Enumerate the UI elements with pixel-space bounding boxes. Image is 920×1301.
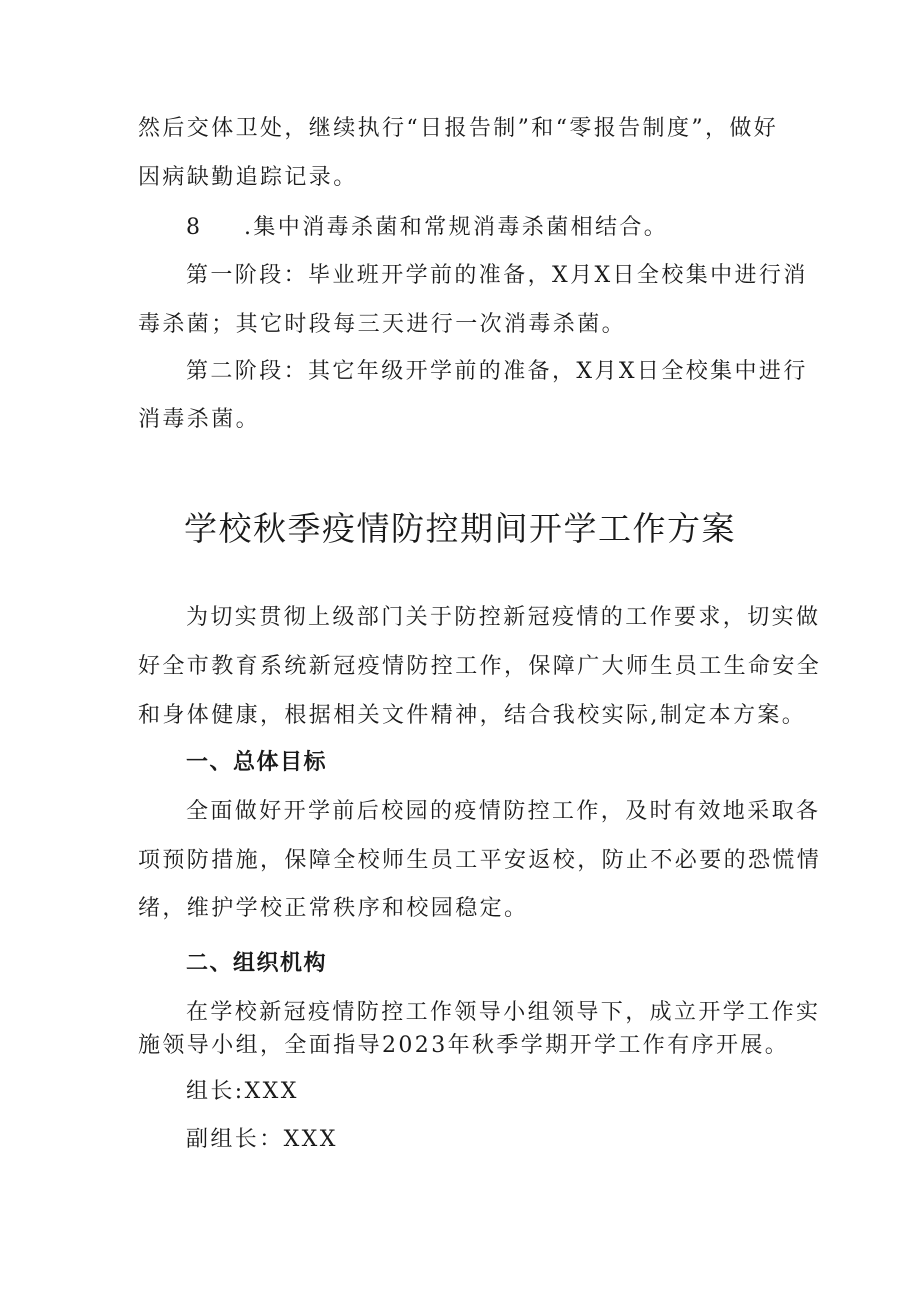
item-8-number: 8 [186,215,203,240]
stage1-line-2: 毒杀菌；其它时段每三天进行一次消毒杀菌。 [138,312,627,337]
intro-line-3: 和身体健康，根据相关文件精神，结合我校实际,制定本方案。 [138,703,807,728]
intro-line-2: 好全市教育系统新冠疫情防控工作，保障广大师生员工生命安全 [138,654,822,679]
section2-line-1: 在学校新冠疫情防控工作领导小组领导下，成立开学工作实 [186,1000,821,1025]
section1-heading: 一、总体目标 [186,750,328,775]
stage1-line-1: 第一阶段：毕业班开学前的准备，X月X日全校集中进行消 [186,263,808,288]
item-8 [186,213,668,243]
section1-line-2: 项预防措施，保障全校师生员工平安返校，防止不必要的恐慌情 [138,848,822,873]
deputy-leader: 副组长：XXX [186,1127,338,1152]
section1-line-1: 全面做好开学前后校园的疫情防控工作，及时有效地采取各 [186,799,821,824]
section2-heading: 二、组织机构 [186,951,328,976]
stage2-line-1: 第二阶段：其它年级开学前的准备，X月X日全校集中进行 [186,359,808,384]
document-title: 学校秋季疫情防控期间开学工作方案 [184,509,736,548]
stage2-line-2: 消毒杀菌。 [138,407,261,432]
continuation-line-2: 因病缺勤追踪记录。 [138,165,358,190]
section2-line-2: 施领导小组，全面指导2023年秋季学期开学工作有序开展。 [138,1033,790,1058]
section1-line-3: 绪，维护学校正常秩序和校园稳定。 [138,896,529,921]
item-8-text: .集中消毒杀菌和常规消毒杀菌相结合。 [244,215,669,240]
continuation-line-1: 然后交体卫处，继续执行“日报告制”和“零报告制度”，做好 [138,116,779,141]
group-leader: 组长:XXX [186,1079,299,1104]
intro-line-1: 为切实贯彻上级部门关于防控新冠疫情的工作要求，切实做 [186,605,821,630]
